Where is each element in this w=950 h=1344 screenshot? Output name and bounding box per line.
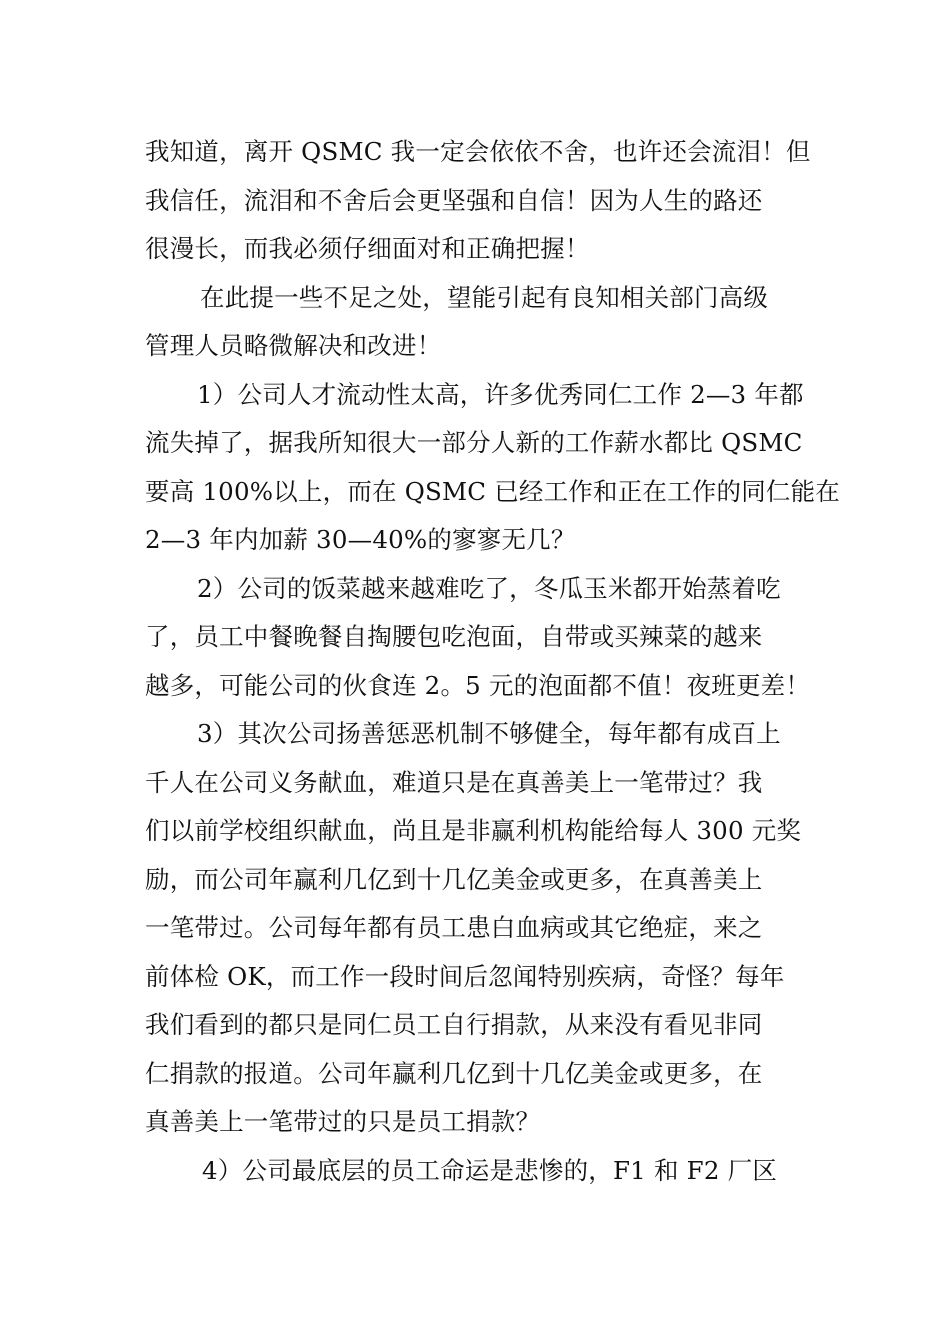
- paragraph-suggestions-intro: [145, 274, 810, 371]
- text-line: 我知道，离开 QSMC 我一定会依依不舍，也许还会流泪！但: [145, 137, 811, 166]
- text-line: 们以前学校组织献血，尚且是非赢利机构能给每人 300 元奖: [145, 816, 802, 845]
- text-line: 2）公司的饭菜越来越难吃了，冬瓜玉米都开始蒸着吃: [197, 573, 781, 603]
- text-line: 2—3 年内加薪 30—40%的寥寥无几？: [145, 525, 576, 554]
- text-line: 3）其次公司扬善惩恶机制不够健全，每年都有成百上: [197, 719, 781, 748]
- document-body: [145, 128, 841, 1195]
- paragraph-point-1: [145, 371, 841, 565]
- text-line: 管理人员略微解决和改进！: [145, 331, 442, 360]
- text-line: 4）公司最底层的员工命运是悲惨的，F1 和 F2 厂区: [202, 1155, 778, 1185]
- text-line: 越多，可能公司的伙食连 2。5 元的泡面都不值！夜班更差！: [145, 670, 811, 700]
- text-line: 真善美上一笔带过的只是员工捐款？: [145, 1107, 541, 1136]
- text-line: 励，而公司年赢利几亿到十几亿美金或更多，在真善美上: [145, 864, 763, 894]
- text-line: 前体检 OK，而工作一段时间后忽闻特别疾病，奇怪？每年: [145, 961, 785, 991]
- text-line: 很漫长，而我必须仔细面对和正确把握！: [145, 234, 590, 263]
- text-line: 一笔带过。公司每年都有员工患白血病或其它绝症，来之: [145, 913, 763, 942]
- text-line: 了，员工中餐晚餐自掏腰包吃泡面，自带或买辣菜的越来: [145, 622, 763, 651]
- text-line: 千人在公司义务献血，难道只是在真善美上一笔带过？我: [145, 767, 763, 797]
- paragraph-point-2: [145, 565, 810, 711]
- text-line: 要高 100%以上，而在 QSMC 已经工作和正在工作的同仁能在: [145, 476, 841, 506]
- text-line: 流失掉了，据我所知很大一部分人新的工作薪水都比 QSMC: [145, 428, 803, 457]
- paragraph-leaving-qsmc: [145, 128, 810, 274]
- text-line: 在此提一些不足之处，望能引起有良知相关部门高级: [200, 282, 769, 312]
- text-line: 我们看到的都只是同仁员工自行捐款，从来没有看见非同: [145, 1010, 763, 1039]
- text-line: 我信任，流泪和不舍后会更坚强和自信！因为人生的路还: [145, 185, 763, 215]
- text-line: 仁捐款的报道。公司年赢利几亿到十几亿美金或更多，在: [145, 1058, 763, 1088]
- paragraph-point-4: [145, 1147, 810, 1196]
- text-line: 1）公司人才流动性太高，许多优秀同仁工作 2—3 年都: [197, 379, 804, 409]
- paragraph-point-3: [145, 710, 810, 1147]
